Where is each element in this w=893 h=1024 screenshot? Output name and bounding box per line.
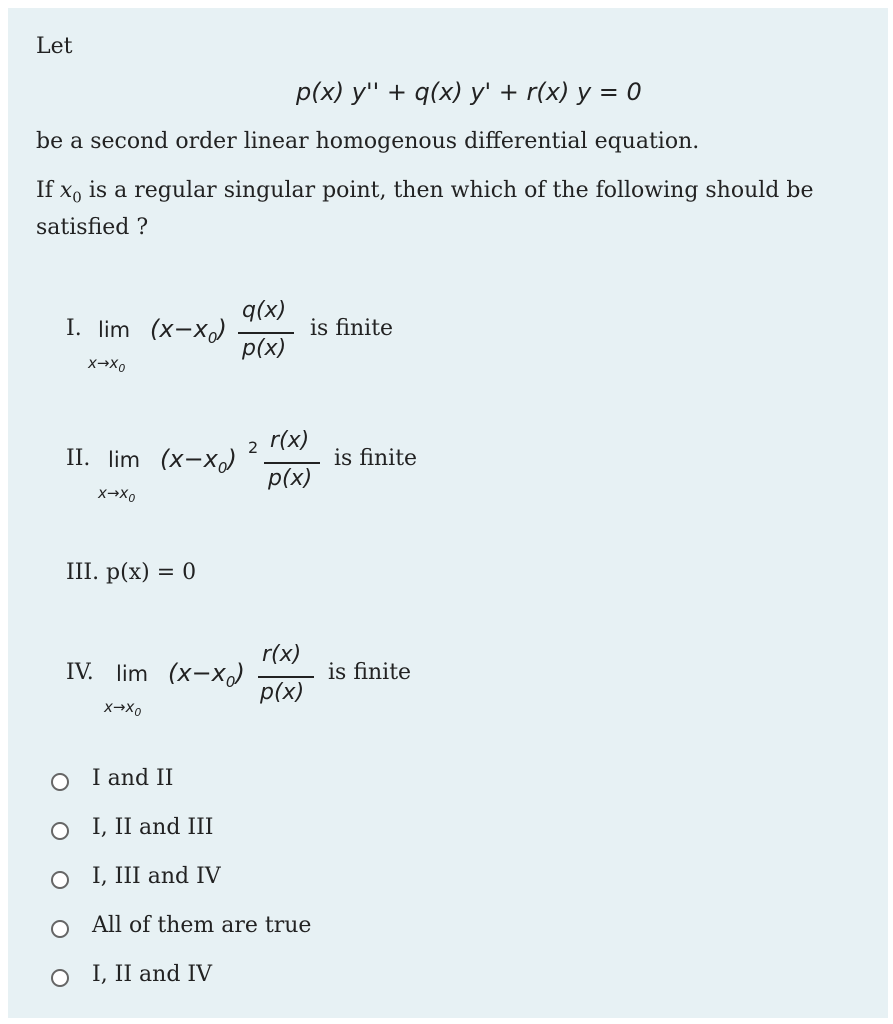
statement-2-label: II. (66, 446, 91, 471)
option-1-label[interactable]: I and II (92, 766, 174, 791)
statement-2-fraction-bar (264, 462, 320, 464)
statement-4-fraction-bar (258, 676, 314, 678)
option-2-radio[interactable] (51, 822, 69, 840)
option-2-label[interactable]: I, II and III (92, 815, 214, 840)
statement-4-denominator: p(x) (260, 680, 305, 705)
condition-rest: is a regular singular point, then which of the following should be (88, 178, 814, 203)
statement-2-power: 2 (248, 438, 259, 457)
statement-2-factor: $(x-x_0)$ (160, 445, 237, 477)
condition-line-end: satisfied ? (36, 215, 149, 240)
condition-line (36, 178, 813, 206)
statement-1-denominator: p(x) (242, 336, 287, 361)
statement-1 (66, 298, 466, 378)
statement-2-numerator: r(x) (270, 428, 310, 453)
statement-4-suffix: is finite (328, 660, 412, 685)
condition-var: x (59, 178, 73, 203)
description-line: be a second order linear homogenous differential equation. (36, 129, 700, 154)
statement-1-numerator: q(x) (242, 298, 287, 323)
intro-text: Let (36, 34, 73, 59)
statement-4-numerator: r(x) (262, 642, 302, 667)
statement-4 (66, 642, 466, 722)
statement-1-fraction-bar (238, 332, 294, 334)
option-1-radio[interactable] (51, 773, 69, 791)
statement-1-lim: lim (98, 318, 131, 342)
statement-4-lim: lim (116, 662, 149, 686)
statement-4-under: $x\to x_0$ (104, 698, 142, 719)
statement-2 (66, 428, 466, 508)
statement-1-suffix: is finite (310, 316, 394, 341)
main-equation: p(x) y'' + q(x) y' + r(x) y = 0 (296, 78, 642, 106)
statement-2-suffix: is finite (334, 446, 418, 471)
statement-4-factor: $(x-x_0)$ (168, 659, 245, 691)
statement-2-under: $x\to x_0$ (98, 484, 136, 505)
condition-var-sub: 0 (72, 188, 82, 207)
statement-2-lim: lim (108, 448, 141, 472)
condition-prefix: If (36, 178, 53, 203)
option-5-label[interactable]: I, II and IV (92, 962, 212, 987)
option-3-radio[interactable] (51, 871, 69, 889)
question-card (8, 8, 888, 1018)
option-4-label[interactable]: All of them are true (92, 913, 312, 938)
statement-2-denominator: p(x) (268, 466, 313, 491)
option-5-radio[interactable] (51, 969, 69, 987)
statement-3: III. p(x) = 0 (66, 560, 197, 585)
option-3-label[interactable]: I, III and IV (92, 864, 221, 889)
statement-4-label: IV. (66, 660, 94, 685)
statement-1-label: I. (66, 316, 82, 341)
option-4-radio[interactable] (51, 920, 69, 938)
statement-1-factor: $(x-x_0)$ (150, 315, 227, 347)
statement-1-under: $x\to x_0$ (88, 354, 126, 375)
